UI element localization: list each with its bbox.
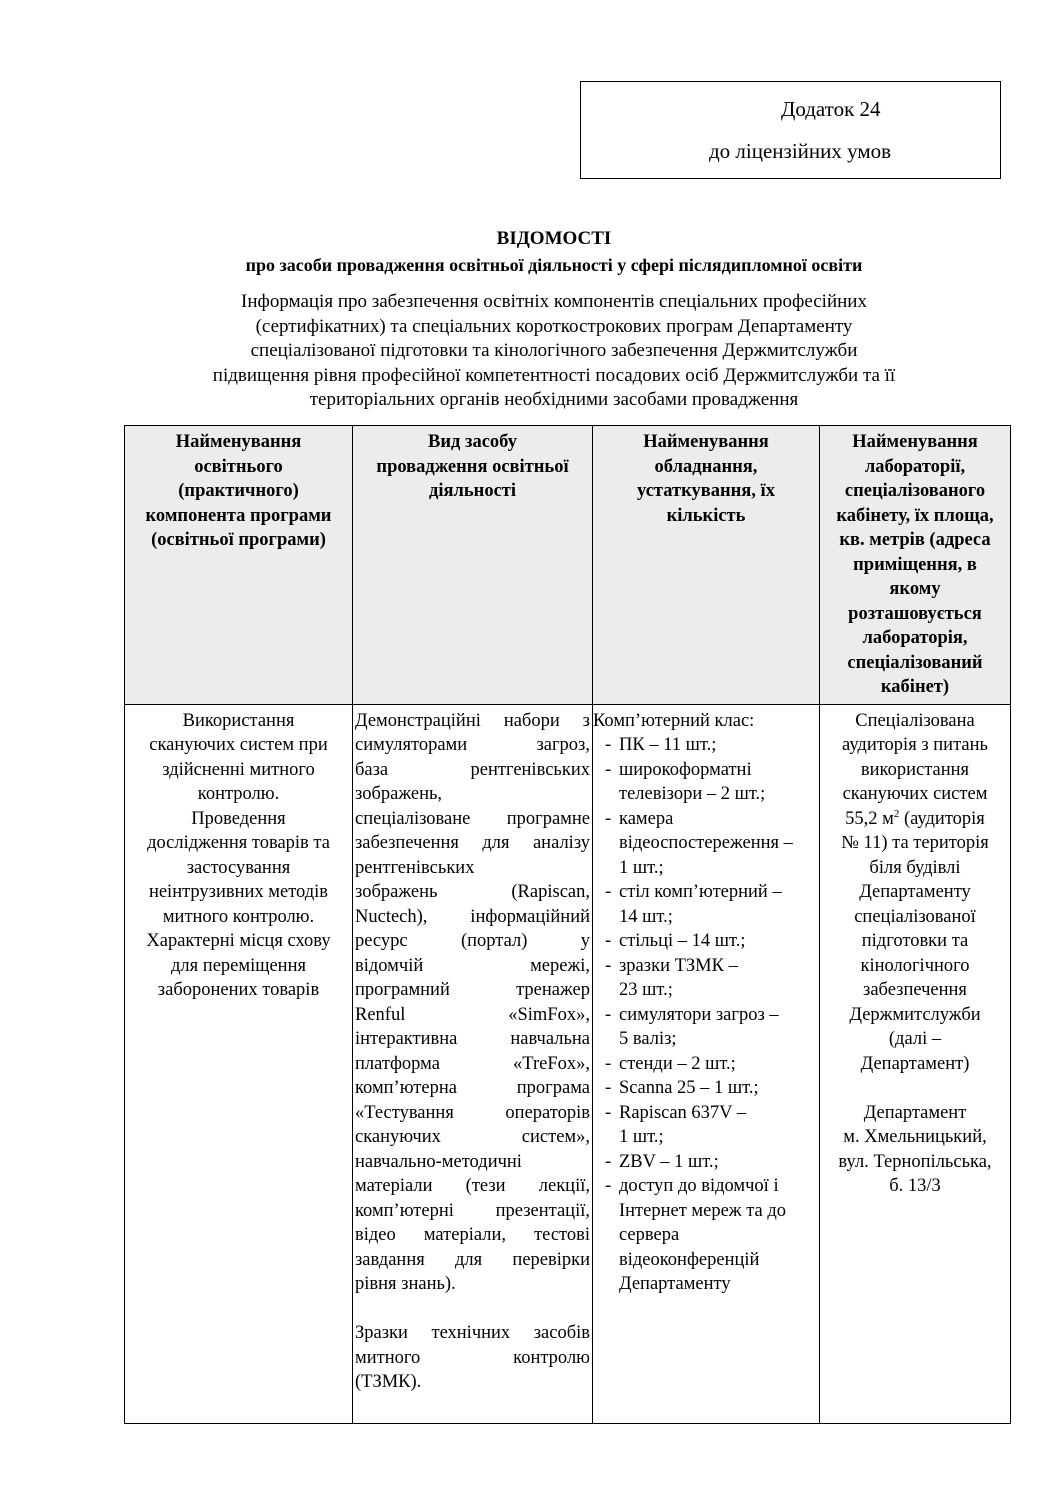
header-line: Вид засобу	[428, 432, 517, 452]
header-line: Найменування	[643, 432, 769, 452]
equipment-line: - стіл комп’ютерний –	[619, 882, 782, 902]
means-line: навчально-методичні	[355, 1151, 522, 1172]
equipment-line: телевізори – 2 шт.;	[619, 784, 766, 804]
info-line: територіальних органів необхідними засобами провадження	[309, 389, 799, 410]
equipment-list	[593, 733, 817, 1297]
component-line: неінтрузивних методів	[148, 882, 329, 902]
lab-line: спеціалізованої	[854, 906, 976, 927]
list-item	[605, 733, 817, 758]
lab-line: біля будівлі	[869, 857, 961, 878]
header-laboratory	[820, 426, 1011, 705]
list-item	[605, 1076, 817, 1101]
equipment-line: - камера	[619, 808, 674, 829]
list-item	[605, 880, 817, 929]
header-line: кабінету, їх площа,	[836, 505, 994, 526]
lab-line: забезпечення	[863, 980, 967, 1000]
header-line: розташовується	[848, 603, 982, 624]
header-component	[125, 426, 353, 705]
cell-component	[125, 704, 353, 1423]
means-line: база рентгенівських	[355, 759, 590, 780]
means-line: спеціалізоване програмне	[355, 808, 590, 829]
means-line: митного контролю	[355, 1347, 590, 1368]
lab-line: скануючих систем	[842, 784, 988, 804]
equipment-title: Комп’ютерний клас:	[593, 710, 755, 731]
cell-laboratory	[820, 704, 1011, 1423]
component-line: для переміщення	[171, 955, 306, 976]
equipment-line: Департаменту	[619, 1274, 731, 1294]
means-line: інтерактивна навчальна	[355, 1029, 590, 1049]
info-line: (сертифікатних) та спеціальних короткострокових програм Департаменту	[255, 315, 853, 337]
header-line: якому	[889, 579, 941, 599]
component-line: Використання	[182, 710, 295, 731]
list-item	[605, 758, 817, 807]
header-line: провадження освітньої	[376, 456, 569, 477]
list-item	[605, 1003, 817, 1052]
equipment-line: - Rapiscan 637V –	[619, 1102, 747, 1123]
lab-line: Спеціалізована	[855, 710, 975, 731]
header-line: кількість	[666, 505, 746, 526]
equipment-line: сервера	[619, 1225, 680, 1245]
equipment-line: - доступ до відомчої і	[619, 1176, 779, 1196]
means-line: забезпечення для аналізу	[355, 833, 590, 853]
equipment-line: відеоспостереження –	[619, 833, 793, 853]
equipment-line: - ZBV – 1 шт.;	[619, 1151, 719, 1172]
means-line: рентгенівських	[355, 857, 475, 878]
equipment-line: - Scanna 25 – 1 шт.;	[619, 1078, 759, 1098]
component-line: заборонених товарів	[157, 980, 320, 1000]
lab-line: аудиторія з питань	[842, 735, 988, 755]
lab-line: (далі –	[888, 1029, 942, 1049]
header-line: (практичного)	[178, 481, 299, 501]
header-means	[353, 426, 593, 705]
component-line: здійсненні митного	[162, 759, 315, 780]
means-line: платформа «TreFox»,	[355, 1053, 590, 1074]
lab-address-line: вул. Тернопільська,	[838, 1151, 992, 1172]
lab-line: Департамент)	[860, 1053, 970, 1074]
means-line: відео матеріали, тестові	[355, 1225, 590, 1245]
header-equipment	[593, 426, 820, 705]
table-header-row	[125, 426, 1011, 705]
equipment-line: - стенди – 2 шт.;	[619, 1053, 736, 1074]
equipment-line: - широкоформатні	[619, 759, 752, 780]
component-line: Характерні місця схову	[146, 931, 331, 951]
means-line: Renful «SimFox»,	[355, 1004, 590, 1025]
list-item	[605, 1150, 817, 1175]
component-line: Проведення	[191, 808, 286, 829]
component-line: застосування	[186, 857, 291, 878]
header-line: лабораторії,	[864, 456, 966, 477]
means-line: «Тестування операторів	[355, 1102, 590, 1123]
cell-equipment	[593, 704, 820, 1423]
annex-number: Додаток 24	[781, 97, 881, 121]
equipment-line: - ПК – 11 шт.;	[619, 735, 717, 755]
header-line: діяльності	[428, 481, 517, 501]
means-line: Демонстраційні набори з	[355, 710, 590, 731]
document-subtitle: про засоби провадження освітньої діяльності у сфері післядипломної освіти	[245, 255, 863, 275]
means-line: симуляторами загроз,	[355, 735, 590, 755]
means-line: комп’ютерна програма	[355, 1078, 590, 1098]
means-line: (ТЗМК).	[355, 1372, 422, 1392]
lab-line: Держмитслужби	[849, 1004, 981, 1025]
equipment-line: 1 шт.;	[619, 857, 664, 878]
equipment-line: 5 валіз;	[619, 1029, 677, 1049]
header-line: Найменування	[175, 432, 302, 452]
header-line: обладнання,	[654, 456, 758, 477]
equipment-line: - стільці – 14 шт.;	[619, 931, 746, 951]
equipment-line: - зразки ТЗМК –	[619, 955, 738, 976]
means-line: завдання для перевірки	[355, 1249, 590, 1270]
means-line: Зразки технічних засобів	[355, 1323, 590, 1343]
header-line: (освітньої програми)	[151, 530, 326, 550]
means-line: скануючих систем»,	[355, 1127, 590, 1147]
header-line: приміщення, в	[853, 554, 977, 575]
lab-address-line: м. Хмельницький,	[843, 1127, 987, 1147]
equipment-line: відеоконференцій	[619, 1249, 760, 1270]
list-item	[605, 1101, 817, 1150]
cell-means	[353, 704, 593, 1423]
means-line: Nuctech), інформаційний	[355, 906, 590, 927]
info-paragraph	[150, 290, 958, 413]
info-line: спеціалізованої підготовки та кінологічного забезпечення Держмитслужби	[250, 340, 858, 361]
document-title: ВІДОМОСТІ	[496, 228, 612, 249]
table-row	[125, 704, 1011, 1423]
header-line: Найменування	[852, 432, 978, 452]
list-item	[605, 1052, 817, 1077]
means-line: ресурс (портал) у	[355, 931, 590, 951]
means-line: програмний тренажер	[355, 980, 590, 1000]
header-line: компонента програми	[145, 505, 332, 526]
means-table	[124, 425, 1011, 1424]
means-line: відомчій мережі,	[355, 955, 590, 976]
header-line: освітнього	[194, 456, 283, 477]
info-line: підвищення рівня професійної компетентності посадових осіб Держмитслужби та її	[212, 364, 896, 386]
means-line: зображень (Rapiscan,	[355, 882, 590, 902]
component-line: митного контролю.	[162, 906, 315, 927]
equipment-line: 1 шт.;	[619, 1127, 664, 1147]
lab-area: 55,2 $м^2$ (аудиторія	[845, 807, 985, 829]
means-line: комп’ютерні презентації,	[355, 1200, 590, 1221]
lab-line: підготовки та	[861, 931, 969, 951]
lab-line: використання	[860, 759, 970, 780]
equipment-line: 14 шт.;	[619, 906, 673, 927]
header-line: кв. метрів (адреса	[839, 530, 991, 550]
header-line: кабінет)	[880, 677, 950, 697]
equipment-line: Інтернет мереж та до	[619, 1200, 787, 1221]
list-item	[605, 1174, 817, 1297]
header-line: спеціалізованого	[844, 481, 986, 501]
equipment-line: 23 шт.;	[619, 980, 673, 1000]
lab-line: Департаменту	[859, 882, 971, 902]
header-line: устаткування, їх	[637, 481, 775, 501]
means-line: рівня знань).	[355, 1274, 456, 1294]
header-line: спеціалізований	[847, 652, 983, 673]
list-item	[605, 954, 817, 1003]
means-line: матеріали (тези лекції,	[355, 1176, 590, 1196]
annex-reference: до ліцензійних умов	[709, 139, 892, 163]
lab-address-line: б. 13/3	[889, 1176, 941, 1196]
annex-box	[580, 81, 1001, 179]
info-line: Інформація про забезпечення освітніх компонентів спеціальних професійних	[241, 291, 867, 312]
component-line: дослідження товарів та	[147, 833, 330, 853]
header-line: лабораторія,	[862, 628, 968, 648]
lab-address-line: Департамент	[863, 1102, 967, 1123]
lab-line: № 11) та територія	[841, 833, 989, 853]
list-item	[605, 807, 817, 881]
lab-line: кінологічного	[860, 955, 970, 976]
component-line: скануючих систем при	[149, 735, 328, 755]
means-line: зображень,	[355, 784, 443, 804]
equipment-line: - симулятори загроз –	[619, 1004, 779, 1025]
component-line: контролю.	[197, 784, 280, 804]
list-item	[605, 929, 817, 954]
